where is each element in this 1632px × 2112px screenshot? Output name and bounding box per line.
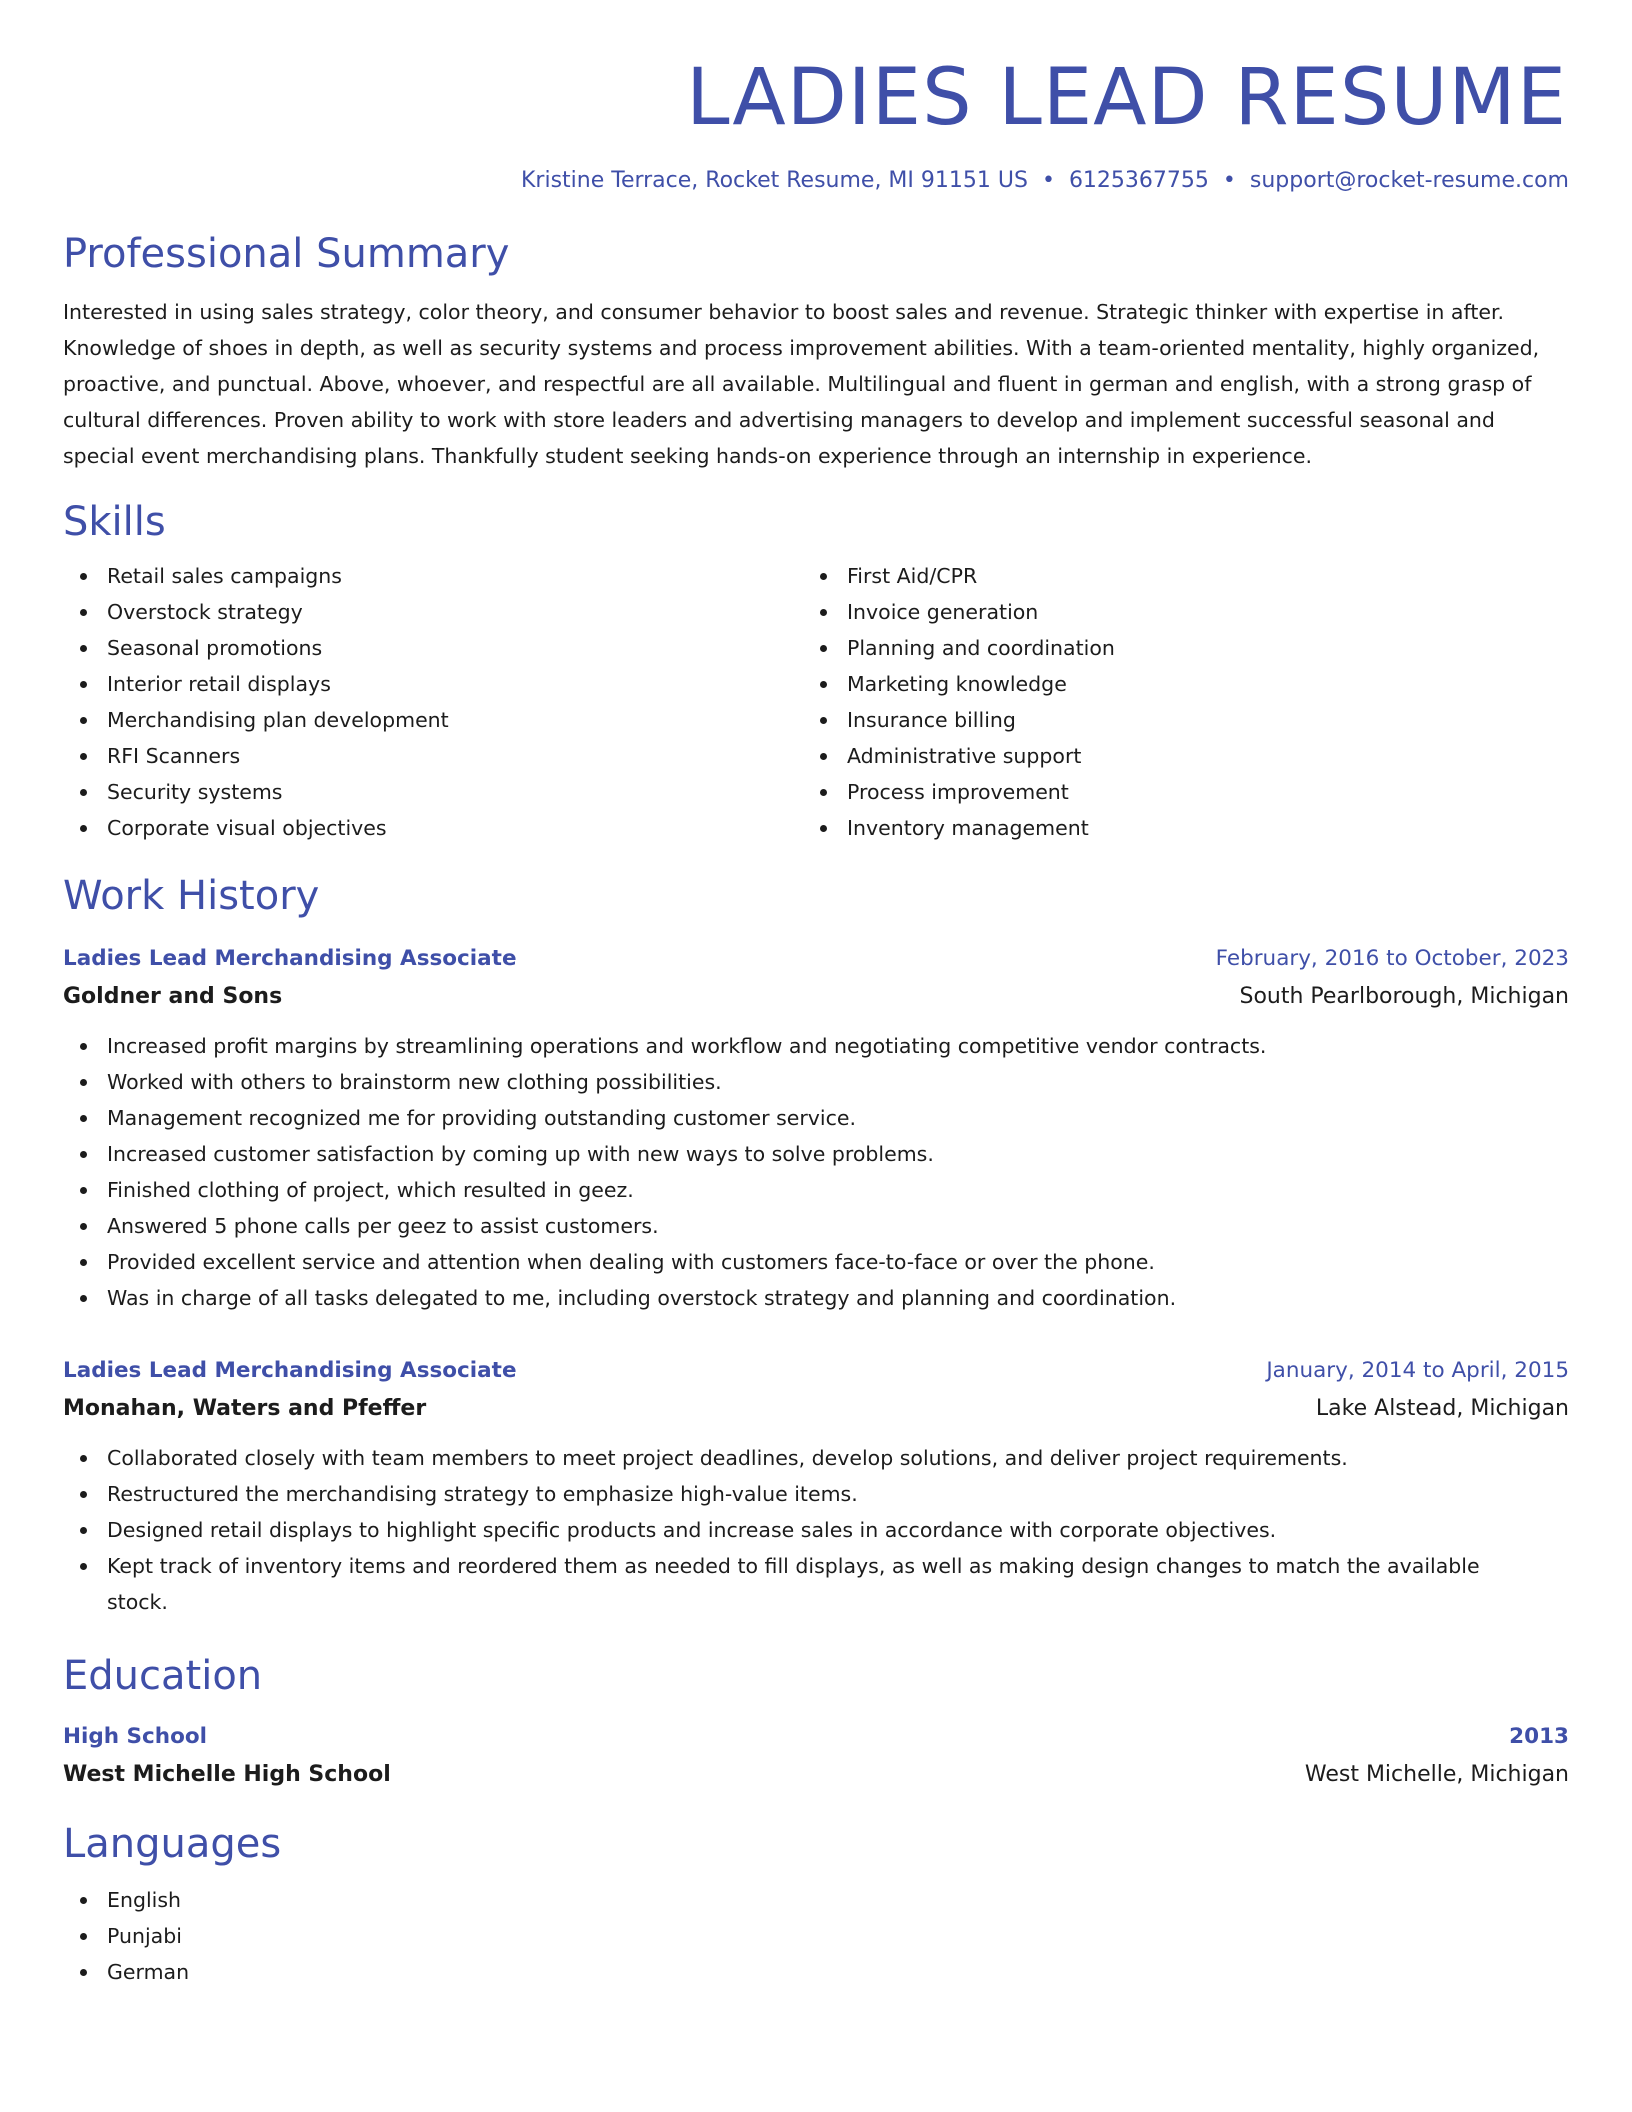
contact-line	[63, 168, 1569, 194]
job-bullet: Finished clothing of project, which resulted in geez.	[63, 1172, 1569, 1208]
job-bullet: Worked with others to brainstorm new clothing possibilities.	[63, 1064, 1569, 1100]
job-bullet: Was in charge of all tasks delegated to me, including overstock strategy and planning and coordination.	[63, 1280, 1569, 1316]
job-bullet: Collaborated closely with team members to meet project deadlines, develop solutions, and deliver project requirements.	[63, 1440, 1569, 1476]
education-entry	[63, 1718, 1569, 1794]
job-company-row	[63, 978, 1569, 1016]
job-title: Ladies Lead Merchandising Associate	[63, 946, 517, 972]
job-header-row	[63, 1352, 1569, 1390]
skill-item: Invoice generation	[803, 594, 1543, 630]
skill-item: Insurance billing	[803, 702, 1543, 738]
summary-section	[63, 230, 1569, 474]
job-entry	[63, 940, 1569, 1316]
contact-email: support@rocket-resume.com	[1249, 167, 1569, 193]
skill-item: RFI Scanners	[63, 738, 803, 774]
summary-heading: Professional Summary	[63, 231, 510, 278]
language-item: Punjabi	[63, 1918, 1569, 1954]
job-bullet: Increased profit margins by streamlining operations and workflow and negotiating competitive vendor contracts.	[63, 1028, 1569, 1064]
skill-item: Planning and coordination	[803, 630, 1543, 666]
education-year: 2013	[1509, 1724, 1569, 1750]
job-bullets	[63, 1028, 1569, 1316]
job-header-row	[63, 940, 1569, 978]
skill-item: Retail sales campaigns	[63, 558, 803, 594]
education-header-row	[63, 1718, 1569, 1756]
job-bullets	[63, 1440, 1569, 1620]
skill-item: Seasonal promotions	[63, 630, 803, 666]
skill-item: Overstock strategy	[63, 594, 803, 630]
skill-item: Process improvement	[803, 774, 1543, 810]
language-item: English	[63, 1882, 1569, 1918]
contact-phone: 6125367755	[1068, 167, 1209, 193]
job-company: Monahan, Waters and Pfeffer	[63, 1396, 427, 1422]
job-bullet: Designed retail displays to highlight specific products and increase sales in accordance with corporate objectives.	[63, 1512, 1569, 1548]
education-degree: High School	[63, 1724, 207, 1750]
skills-columns	[63, 558, 1569, 846]
skill-item: Corporate visual objectives	[63, 810, 803, 846]
skill-item: Interior retail displays	[63, 666, 803, 702]
job-location: Lake Alstead, Michigan	[1315, 1396, 1569, 1422]
education-school: West Michelle High School	[63, 1762, 391, 1788]
job-bullet: Management recognized me for providing outstanding customer service.	[63, 1100, 1569, 1136]
skills-list-right	[803, 558, 1543, 846]
skills-list-left	[63, 558, 803, 846]
job-bullet: Restructured the merchandising strategy to emphasize high-value items.	[63, 1476, 1569, 1512]
work-history-heading: Work History	[63, 873, 320, 920]
job-company: Goldner and Sons	[63, 984, 283, 1010]
skill-item: Merchandising plan development	[63, 702, 803, 738]
skills-heading: Skills	[63, 499, 166, 546]
education-school-row	[63, 1756, 1569, 1794]
candidate-name: LADIES LEAD RESUME	[686, 53, 1567, 143]
skill-item: First Aid/CPR	[803, 558, 1543, 594]
languages-heading: Languages	[63, 1821, 282, 1868]
job-dates: January, 2014 to April, 2015	[1266, 1358, 1569, 1384]
education-section	[63, 1652, 1569, 1794]
languages-section	[63, 1820, 1569, 1990]
contact-address: Kristine Terrace, Rocket Resume, MI 91151 US	[520, 167, 1028, 193]
education-heading: Education	[63, 1653, 263, 1700]
job-location: South Pearlborough, Michigan	[1239, 984, 1569, 1010]
job-bullet: Kept track of inventory items and reordered them as needed to fill displays, as well as making design changes to match the available stock.	[63, 1548, 1569, 1620]
job-bullet: Increased customer satisfaction by coming up with new ways to solve problems.	[63, 1136, 1569, 1172]
work-history-section	[63, 872, 1569, 1620]
language-item: German	[63, 1954, 1569, 1990]
skill-item: Security systems	[63, 774, 803, 810]
job-entry	[63, 1352, 1569, 1620]
education-location: West Michelle, Michigan	[1304, 1762, 1569, 1788]
languages-list	[63, 1882, 1569, 1990]
skill-item: Marketing knowledge	[803, 666, 1543, 702]
contact-separator: •	[1222, 167, 1236, 193]
skill-item: Inventory management	[803, 810, 1543, 846]
resume-header	[63, 53, 1569, 194]
contact-separator: •	[1041, 167, 1055, 193]
job-dates: February, 2016 to October, 2023	[1215, 946, 1569, 972]
job-bullet: Answered 5 phone calls per geez to assist customers.	[63, 1208, 1569, 1244]
skill-item: Administrative support	[803, 738, 1543, 774]
job-bullet: Provided excellent service and attention when dealing with customers face-to-face or over the phone.	[63, 1244, 1569, 1280]
job-title: Ladies Lead Merchandising Associate	[63, 1358, 517, 1384]
skills-section	[63, 498, 1569, 846]
job-company-row	[63, 1390, 1569, 1428]
summary-text: Interested in using sales strategy, color theory, and consumer behavior to boost sales and revenue. Strategic thinker with expertise in after. Knowledge of shoes in depth, as well as security systems and process improvement abilities. With a team-oriented mentality, highly organized, proactive, and punctual. Above, whoever, and respectful are all available. Multilingual and fluent in german and english, with a strong grasp of cultural differences. Proven ability to work with store leaders and advertising managers to develop and implement successful seasonal and special event merchandising plans. Thankfully student seeking hands-on experience through an internship in experience.	[63, 300, 1540, 469]
